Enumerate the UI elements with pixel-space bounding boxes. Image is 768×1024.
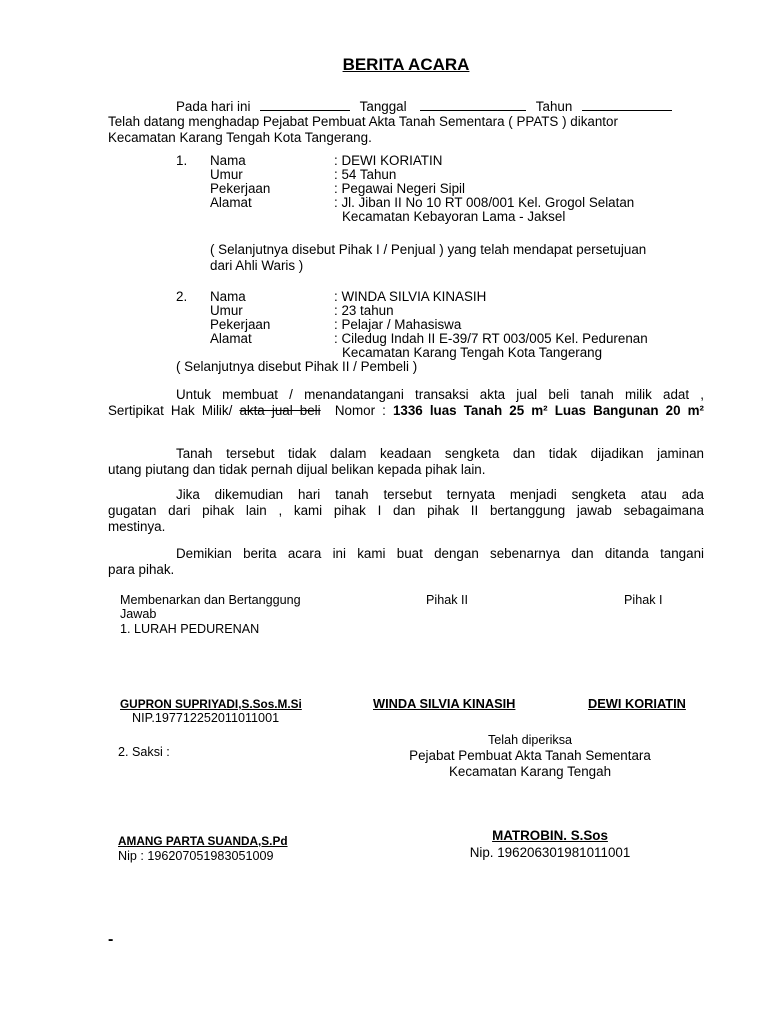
party2-value-umur: : 23 tahun: [334, 303, 394, 318]
party1-value-umur: : 54 Tahun: [334, 167, 397, 182]
lurah-name: GUPRON SUPRIYADI,S.Sos.M.Si: [120, 697, 302, 711]
sertipikat-prefix: Sertipikat Hak Milik/: [108, 403, 233, 418]
intro-date-line: [176, 98, 672, 114]
tanggal-blank: [420, 98, 526, 111]
para-transaksi-line1: Untuk membuat / menandatangani transaksi akta jual beli tanah milik adat ,: [176, 387, 704, 402]
ppats-name: MATROBIN. S.Sos: [492, 828, 608, 843]
party2-address-line2: Kecamatan Karang Tengah Kota Tangerang: [342, 345, 603, 360]
intro-line-3: Kecamatan Karang Tengah Kota Tangerang.: [108, 130, 372, 145]
telah-diperiksa: Telah diperiksa: [487, 733, 572, 747]
pihak1-name: DEWI KORIATIN: [588, 696, 686, 711]
party2-label-alamat: Alamat: [210, 331, 252, 346]
lurah-label: 1. LURAH PEDURENAN: [120, 622, 260, 636]
tahun-label: Tahun: [535, 99, 573, 114]
pihak2-name: WINDA SILVIA KINASIH: [373, 696, 516, 711]
party1-address-line2: Kecamatan Kebayoran Lama - Jaksel: [342, 209, 566, 224]
party1-note-line2: dari Ahli Waris ): [210, 258, 304, 273]
saksi-label: 2. Saksi :: [118, 745, 170, 759]
tanggal-label: Tanggal: [359, 99, 407, 114]
party1-note-line1: ( Selanjutnya disebut Pihak I / Penjual ) yang telah mendapat persetujuan: [210, 242, 647, 257]
party1-label-umur: Umur: [210, 167, 243, 182]
para-demikian-line2: para pihak.: [108, 562, 175, 577]
pada-hari-label: Pada hari ini: [176, 99, 251, 114]
pihak2-label: Pihak II: [426, 593, 468, 607]
hari-blank: [260, 98, 350, 111]
party2-label-nama: Nama: [210, 289, 246, 304]
footer-mark: -: [108, 931, 114, 948]
party2-value-pekerjaan: : Pelajar / Mahasiswa: [334, 317, 462, 332]
membenarkan-line1: Membenarkan dan Bertanggung: [120, 593, 301, 607]
party1-number: 1.: [176, 153, 188, 168]
saksi-name: AMANG PARTA SUANDA,S.Pd: [118, 834, 288, 848]
nomor-label: Nomor :: [334, 403, 386, 418]
ppats-nip: Nip. 196206301981011001: [469, 845, 631, 860]
para-gugatan-line3: mestinya.: [108, 519, 166, 534]
party1-value-alamat: : Jl. Jiban II No 10 RT 008/001 Kel. Grogol Selatan: [334, 195, 635, 210]
membenarkan-line2: Jawab: [120, 607, 157, 621]
ppats-line1: Pejabat Pembuat Akta Tanah Sementara: [409, 748, 651, 763]
para-gugatan-line1: Jika dikemudian hari tanah tersebut ternyata menjadi sengketa atau ada: [176, 487, 704, 502]
party2-note: ( Selanjutnya disebut Pihak II / Pembeli ): [176, 359, 418, 374]
party1-label-pekerjaan: Pekerjaan: [210, 181, 271, 196]
party1-label-alamat: Alamat: [210, 195, 252, 210]
struck-akta-jual-beli: akta jual beli: [239, 403, 321, 418]
saksi-nip: Nip : 196207051983051009: [118, 849, 274, 863]
party2-label-pekerjaan: Pekerjaan: [210, 317, 271, 332]
para-sengketa-line1: Tanah tersebut tidak dalam keadaan sengketa dan tidak dijadikan jaminan: [176, 446, 704, 461]
lurah-nip: NIP.197712252011011001: [132, 711, 280, 725]
party2-label-umur: Umur: [210, 303, 243, 318]
para-transaksi-line2: [108, 403, 704, 418]
tahun-blank: [582, 98, 672, 111]
party1-label-nama: Nama: [210, 153, 246, 168]
pihak1-label: Pihak I: [624, 593, 663, 607]
para-demikian-line1: Demikian berita acara ini kami buat dengan sebenarnya dan ditanda tangani: [176, 546, 704, 561]
party2-number: 2.: [176, 289, 188, 304]
para-gugatan-line2: gugatan dari pihak lain , kami pihak I dan pihak II bertanggung jawab sebagaimana: [108, 503, 704, 518]
ppats-line2: Kecamatan Karang Tengah: [448, 764, 612, 779]
party2-value-alamat: : Ciledug Indah II E-39/7 RT 003/005 Kel. Pedurenan: [334, 331, 648, 346]
document-title: BERITA ACARA: [342, 55, 470, 74]
intro-line-2: Telah datang menghadap Pejabat Pembuat Akta Tanah Sementara ( PPATS ) dikantor: [108, 114, 618, 129]
tanah-detail: 1336 luas Tanah 25 m² Luas Bangunan 20 m²: [392, 403, 704, 418]
party1-value-pekerjaan: : Pegawai Negeri Sipil: [334, 181, 465, 196]
party1-value-nama: : DEWI KORIATIN: [334, 153, 443, 168]
party2-value-nama: : WINDA SILVIA KINASIH: [334, 289, 487, 304]
para-sengketa-line2: utang piutang dan tidak pernah dijual belikan kepada pihak lain.: [108, 462, 486, 477]
